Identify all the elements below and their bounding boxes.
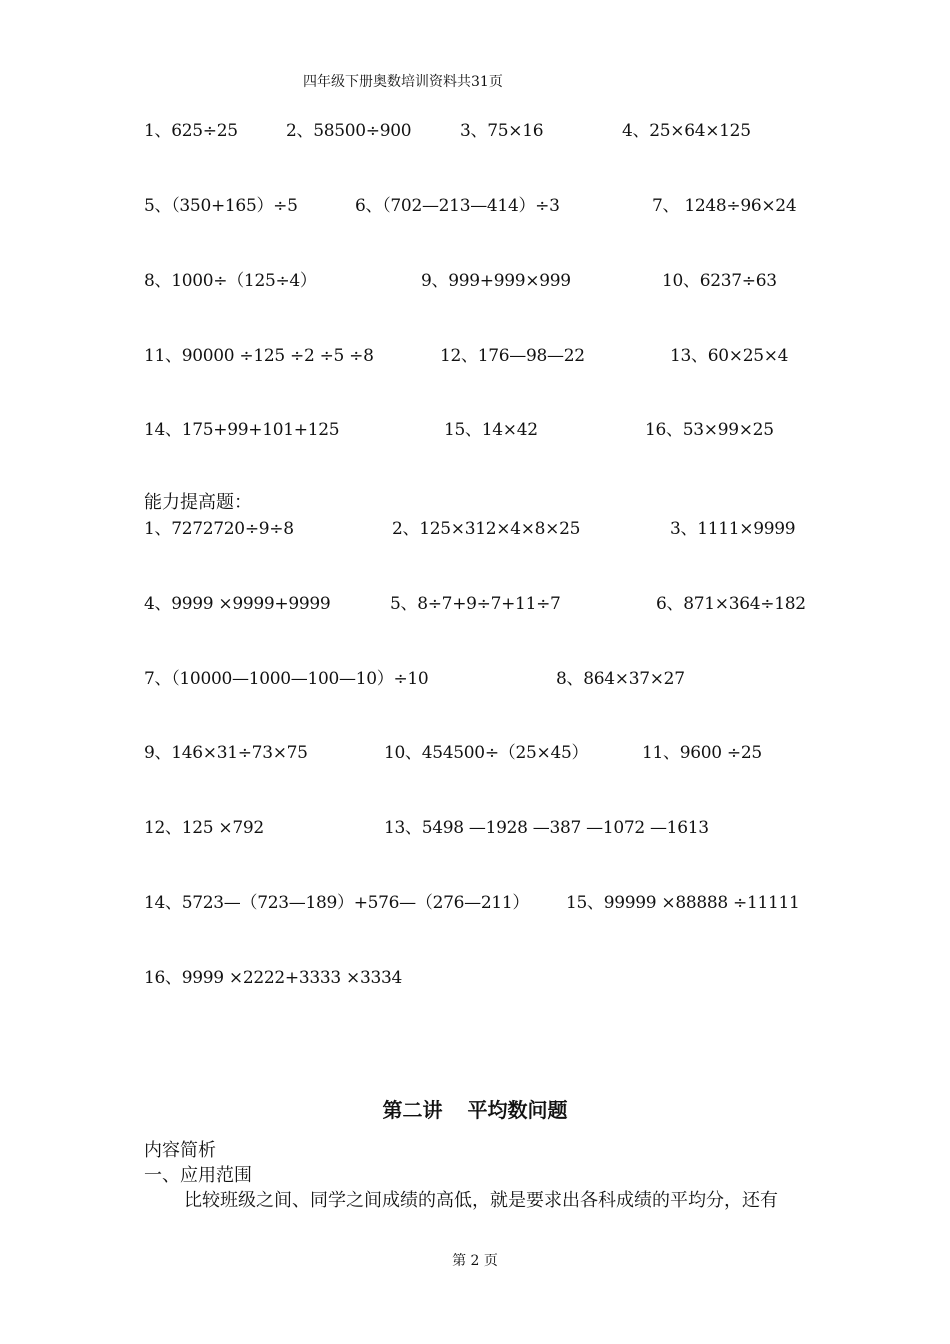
sub-heading: 一、应用范围 bbox=[144, 1165, 252, 1186]
problem: 1、7272720÷9÷8 bbox=[144, 519, 294, 539]
problem: 9、146×31÷73×75 bbox=[144, 743, 308, 763]
problem: 16、9999 ×2222+3333 ×3334 bbox=[144, 968, 403, 988]
problem: 13、60×25×4 bbox=[670, 346, 789, 366]
problem: 7、（10000—1000—100—10）÷10 bbox=[144, 669, 429, 689]
problem: 14、5723—（723—189）+576—（276—211） bbox=[144, 893, 530, 913]
problem: 9、999+999×999 bbox=[421, 271, 571, 291]
problem: 2、125×312×4×8×25 bbox=[392, 519, 581, 539]
problem: 15、14×42 bbox=[444, 420, 538, 440]
problem: 15、99999 ×88888 ÷11111 bbox=[566, 893, 800, 913]
problem: 5、（350+165）÷5 bbox=[144, 196, 298, 216]
problem: 6、871×364÷182 bbox=[656, 594, 806, 614]
problem: 3、75×16 bbox=[460, 121, 544, 141]
problem: 16、53×99×25 bbox=[645, 420, 774, 440]
problem: 3、1111×9999 bbox=[670, 519, 796, 539]
problem: 5、8÷7+9÷7+11÷7 bbox=[390, 594, 561, 614]
problem: 11、9600 ÷25 bbox=[642, 743, 762, 763]
problem: 4、9999 ×9999+9999 bbox=[144, 594, 331, 614]
content-heading: 内容简析 bbox=[144, 1140, 216, 1161]
problem: 12、176—98—22 bbox=[440, 346, 585, 366]
problem: 4、25×64×125 bbox=[622, 121, 751, 141]
problem: 11、90000 ÷125 ÷2 ÷5 ÷8 bbox=[144, 346, 374, 366]
lecture-title: 第二讲 平均数问题 bbox=[382, 1098, 568, 1122]
problem: 13、5498 —1928 —387 —1072 —1613 bbox=[384, 818, 709, 838]
advanced-section-title: 能力提高题： bbox=[144, 492, 252, 513]
problem: 8、864×37×27 bbox=[556, 669, 685, 689]
problem: 2、58500÷900 bbox=[286, 121, 412, 141]
page-footer: 第 2 页 bbox=[452, 1253, 498, 1269]
problem: 14、175+99+101+125 bbox=[144, 420, 340, 440]
problem: 1、625÷25 bbox=[144, 121, 238, 141]
problem: 6、（702—213—414）÷3 bbox=[355, 196, 560, 216]
paragraph: 比较班级之间、同学之间成绩的高低，就是要求出各科成绩的平均分，还有 bbox=[184, 1190, 778, 1211]
problem: 8、1000÷（125÷4） bbox=[144, 271, 317, 291]
problem: 12、125 ×792 bbox=[144, 818, 264, 838]
page-header: 四年级下册奥数培训资料共31页 bbox=[303, 74, 503, 90]
problem: 10、6237÷63 bbox=[662, 271, 777, 291]
problem: 10、454500÷（25×45） bbox=[384, 743, 589, 763]
problem: 7、 1248÷96×24 bbox=[652, 196, 797, 216]
